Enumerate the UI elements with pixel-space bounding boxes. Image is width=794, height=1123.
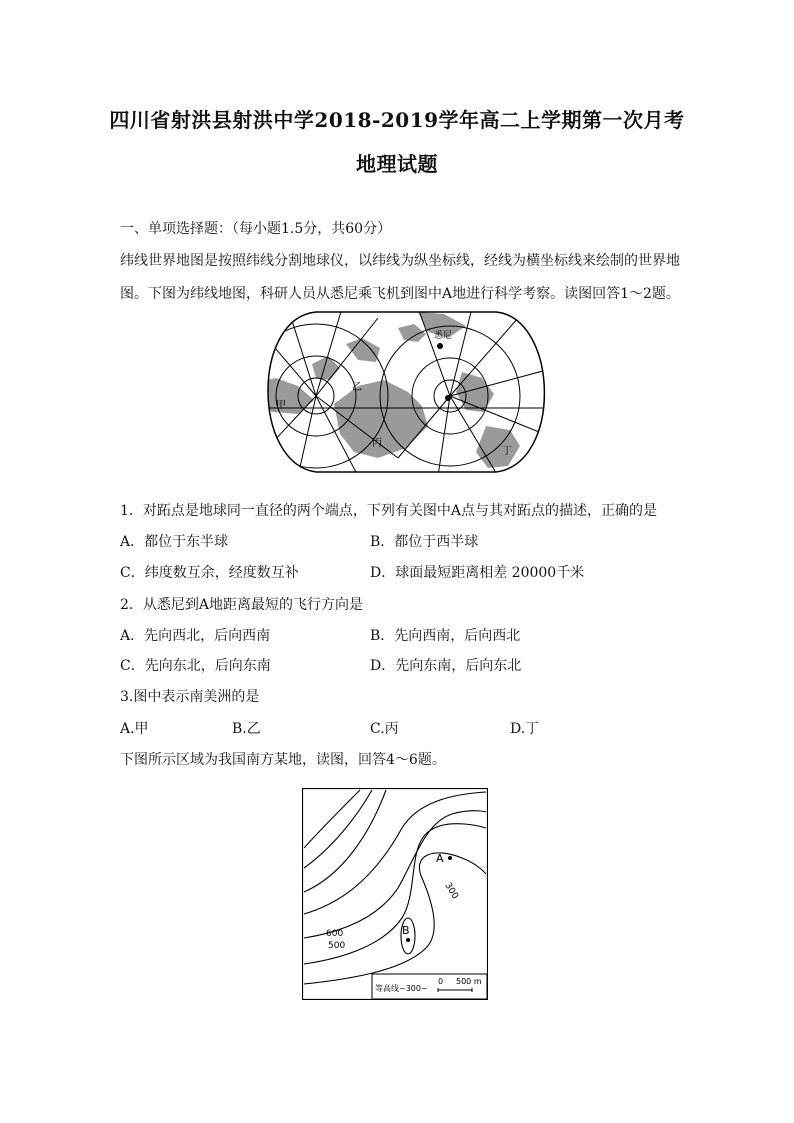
sydney-label: 悉尼 <box>434 331 453 341</box>
intro-paragraph-line-2: 图。下图为纬线地图，科研人员从悉尼乘飞机到图中A地进行科学考察。读图回答1～2题。 <box>120 286 680 302</box>
question-1-option-c: C．纬度数互余，经度数互补 <box>120 565 299 581</box>
jia-label: 甲 <box>276 400 286 411</box>
question-1-option-b: B．都位于西半球 <box>370 534 479 550</box>
question-3-stem: 3.图中表示南美洲的是 <box>120 689 260 705</box>
point-a-marker <box>445 395 451 401</box>
point-a-marker <box>448 856 452 860</box>
legend-label: 等高线~300~ <box>375 984 428 993</box>
question-2-option-a: A．先向西北，后向西南 <box>120 628 271 644</box>
latitude-world-map <box>258 308 554 476</box>
ding-label: 丁 <box>502 446 512 457</box>
document-title: 四川省射洪县射洪中学2018-2019学年高二上学期第一次月考 <box>109 108 685 132</box>
intro-paragraph-line-1: 纬线世界地图是按照纬线分割地球仪，以纬线为纵坐标线，经线为横坐标线来绘制的世界地 <box>120 253 680 269</box>
contour-500-label: 500 <box>328 941 346 951</box>
scale-zero: 0 <box>438 977 444 986</box>
intro-paragraph-2: 下图所示区域为我国南方某地，读图，回答4～6题。 <box>120 752 446 768</box>
question-1-option-a: A．都位于东半球 <box>120 534 229 550</box>
contour-map <box>302 788 488 1000</box>
question-2-option-b: B．先向西南，后向西北 <box>370 628 521 644</box>
yi-label: 乙 <box>352 382 362 393</box>
contour-300-label: 300 <box>442 881 460 902</box>
question-3-option-d: D.丁 <box>510 721 540 737</box>
question-2-stem: 2．从悉尼到A地距离最短的飞行方向是 <box>120 597 364 613</box>
question-1-stem: 1．对跖点是地球同一直径的两个端点，下列有关图中A点与其对跖点的描述，正确的是 <box>120 503 658 519</box>
question-3-option-b: B.乙 <box>232 721 261 737</box>
question-3-option-c: C.丙 <box>370 721 399 737</box>
question-2-option-c: C．先向东北，后向东南 <box>120 658 271 674</box>
scale-value: 500 m <box>456 977 482 986</box>
contour-600-label: 600 <box>326 929 344 939</box>
sydney-marker <box>437 343 443 349</box>
section-heading: 一、单项选择题：（每小题1.5分，共60分） <box>120 221 392 237</box>
question-3-option-a: A.甲 <box>120 721 149 737</box>
question-2-option-d: D．先向东南，后向东北 <box>370 658 522 674</box>
bing-label: 丙 <box>372 438 382 449</box>
question-1-option-d: D．球面最短距离相差 20000千米 <box>370 565 585 581</box>
document-subtitle: 地理试题 <box>356 152 438 176</box>
point-b-label: B <box>402 924 410 937</box>
point-b-marker <box>406 938 410 942</box>
point-a-label: A <box>436 852 444 865</box>
